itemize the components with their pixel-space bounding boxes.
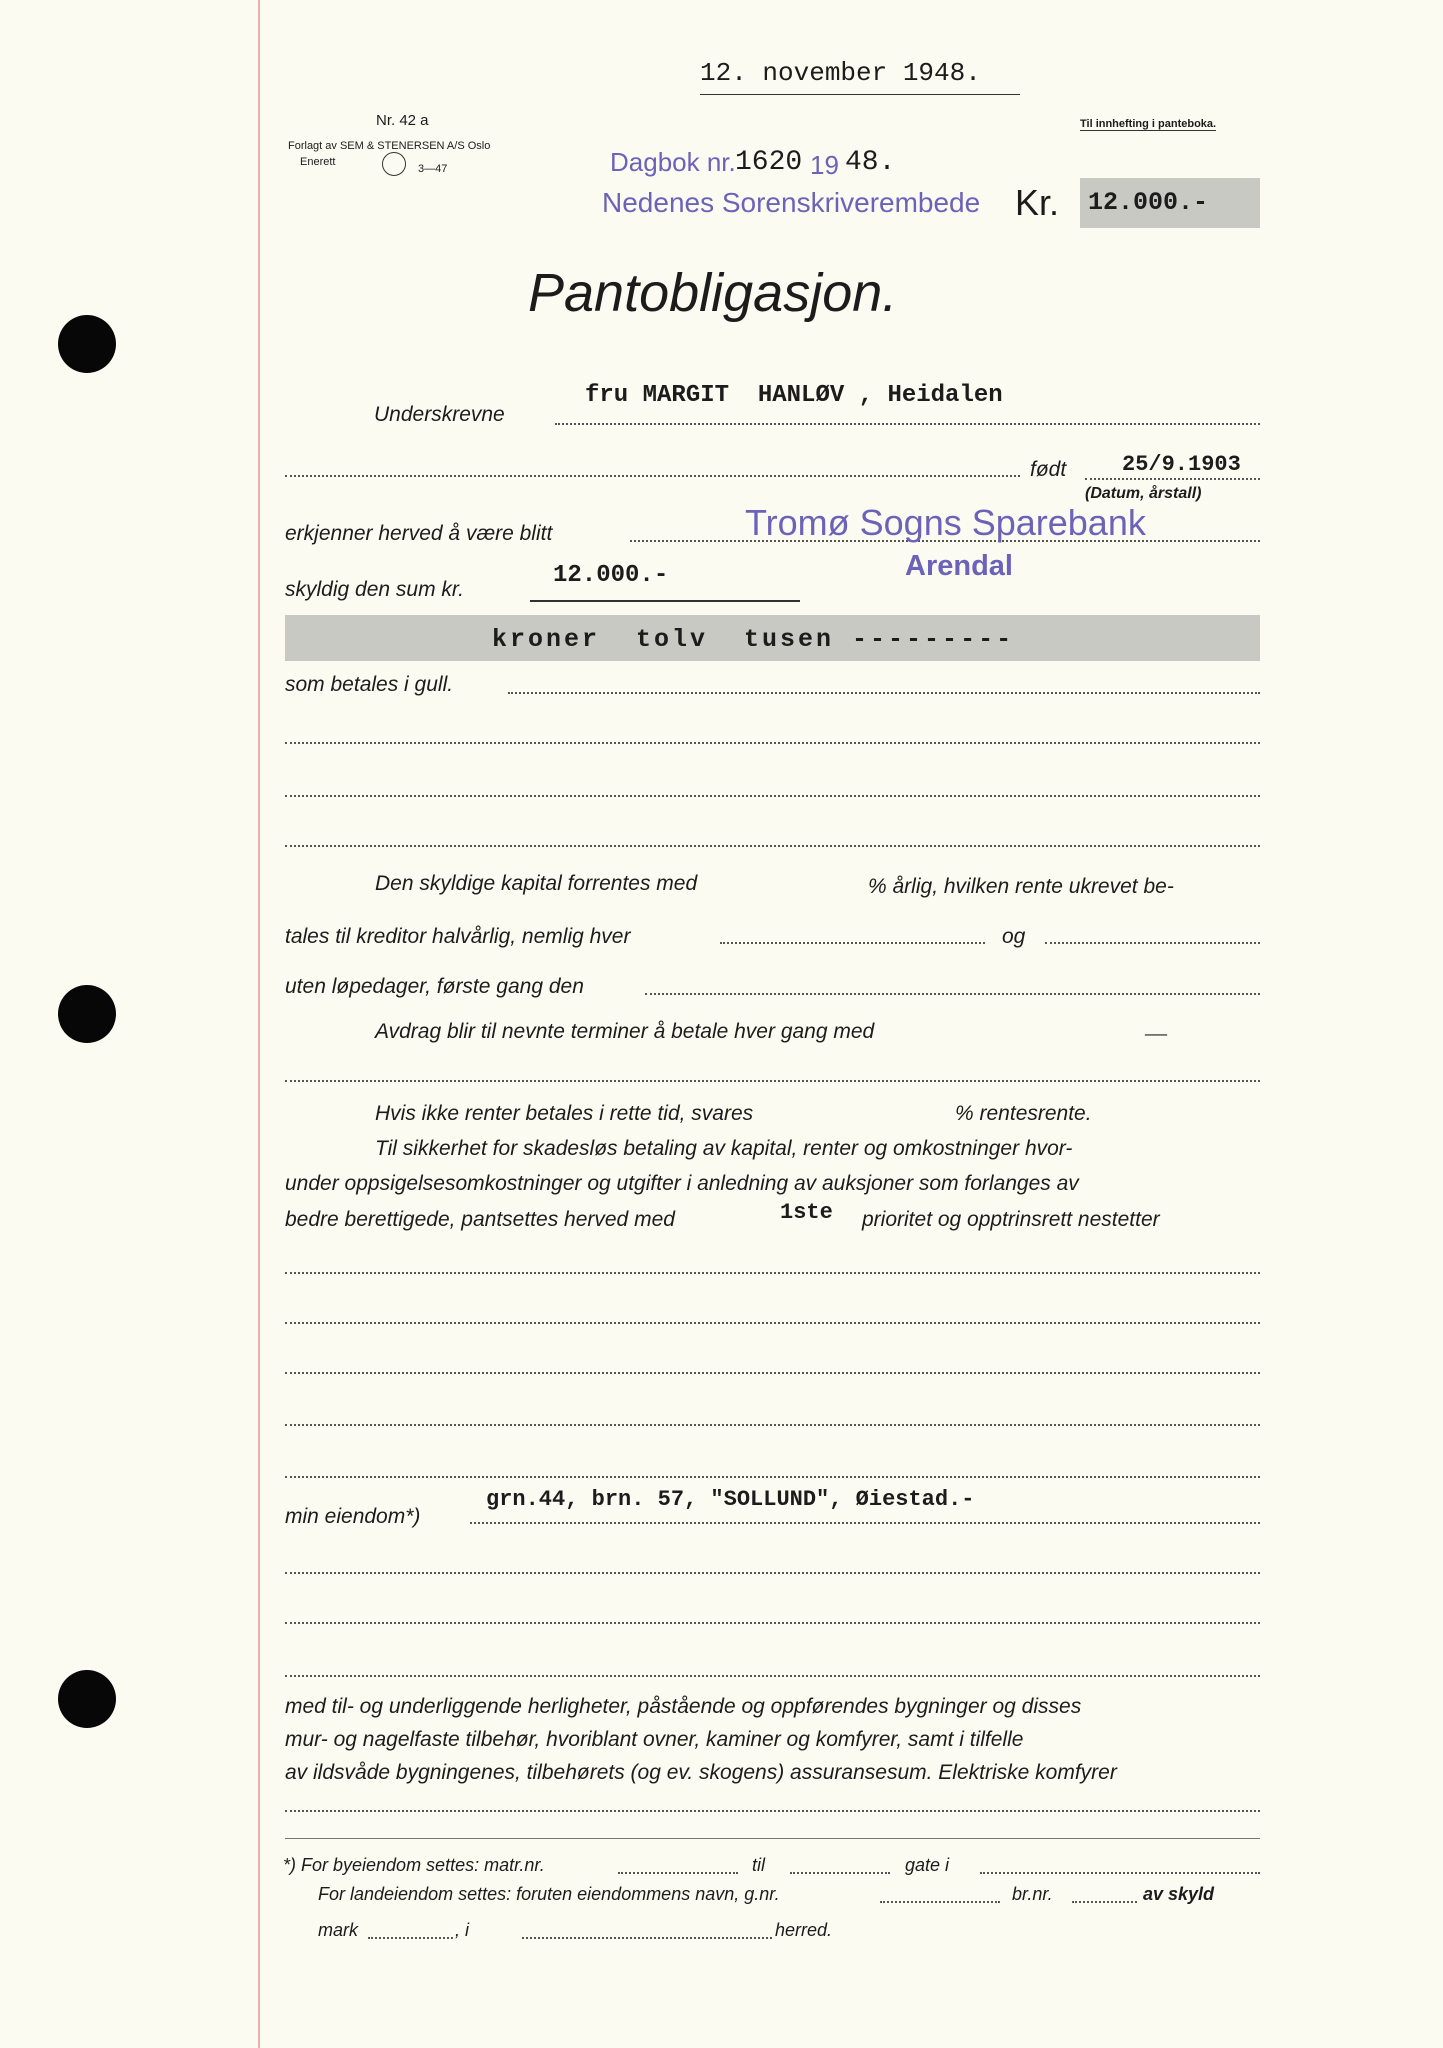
dotted-line: [285, 1675, 1260, 1677]
dotted-line: [980, 1872, 1260, 1874]
dotted-line: [285, 1372, 1260, 1374]
dotted-line: [555, 423, 1260, 425]
journal-label: Dagbok nr.: [610, 147, 736, 177]
publisher-rights: Enerett: [300, 156, 336, 168]
interest-text: tales til kreditor halvårlig, nemlig hver: [285, 925, 631, 948]
footnote-text: For landeiendom settes: foruten eiendommens navn, g.nr.: [318, 1884, 780, 1904]
words-amount: kroner tolv tusen ---------: [492, 625, 1015, 654]
dotted-line: [285, 742, 1260, 744]
margin-rule: [258, 0, 260, 2048]
dotted-line: [285, 475, 1020, 477]
header-amount: 12.000.-: [1088, 188, 1209, 217]
appurtenances-text: mur- og nagelfaste tilbehør, hvoriblant ovner, kaminer og komfyrer, samt i tilfelle: [285, 1728, 1024, 1751]
late-interest-text: Hvis ikke renter betales i rette tid, svares: [375, 1102, 754, 1125]
creditor-place: Arendal: [905, 550, 1013, 582]
acknowledge-label: erkjenner herved å være blitt: [285, 522, 553, 545]
dotted-line: [285, 1476, 1260, 1478]
dotted-line: [285, 1572, 1260, 1574]
property-value: grn.44, brn. 57, "SOLLUND", Øiestad.-: [486, 1487, 975, 1512]
undersigned-label: Underskrevne: [374, 403, 505, 426]
footnote-text: av skyld: [1143, 1884, 1215, 1904]
debt-label: skyldig den sum kr.: [285, 578, 464, 601]
binding-note: Til innhefting i panteboka.: [1080, 118, 1217, 130]
interest-text: uten løpedager, første gang den: [285, 975, 584, 998]
security-text: prioritet og opptrinsrett nestetter: [862, 1208, 1160, 1231]
dotted-line: [1045, 942, 1260, 944]
dotted-line: [368, 1937, 453, 1939]
dotted-line: [285, 1810, 1260, 1812]
dotted-line: [285, 1272, 1260, 1274]
dotted-line: [1085, 478, 1260, 480]
dotted-line: [880, 1901, 1000, 1903]
footnote-text: br.nr.: [1012, 1884, 1053, 1904]
born-value: 25/9.1903: [1122, 452, 1241, 477]
installment-label: Avdrag blir til nevnte terminer å betale hver gang med: [375, 1020, 875, 1043]
footnote-text: til: [752, 1855, 765, 1875]
footnote-text: herred.: [775, 1920, 833, 1940]
journal-year: 48.: [845, 147, 896, 178]
priority-value: 1ste: [780, 1200, 833, 1225]
punch-hole: [58, 985, 116, 1043]
debt-underline: [530, 600, 800, 602]
property-label: min eiendom*): [285, 1505, 421, 1528]
journal-year-prefix: 19: [810, 150, 839, 180]
footnote-text: , i: [455, 1920, 470, 1940]
publisher-line: Forlagt av SEM & STENERSEN A/S Oslo: [288, 140, 491, 152]
form-number: Nr. 42 a: [376, 112, 429, 129]
footnote-text: gate i: [905, 1855, 950, 1875]
footnote-text: mark: [318, 1920, 358, 1940]
interest-text: Den skyldige kapital forrentes med: [375, 872, 698, 895]
security-text: bedre berettigede, pantsettes herved med: [285, 1208, 675, 1231]
security-text: under oppsigelsesomkostninger og utgifter i anledning av auksjoner som forlanges av: [285, 1172, 1079, 1195]
debt-value: 12.000.-: [553, 562, 669, 589]
dotted-line: [522, 1937, 772, 1939]
punch-hole: [58, 1670, 116, 1728]
date-underline: [700, 94, 1020, 95]
publisher-logo-icon: [382, 152, 406, 176]
document-date: 12. november 1948.: [700, 58, 981, 88]
appurtenances-text: med til- og underliggende herligheter, påstående og oppførendes bygninger og disses: [285, 1695, 1082, 1718]
dotted-line: [645, 993, 1260, 995]
dotted-line: [285, 1322, 1260, 1324]
dotted-line: [720, 942, 985, 944]
journal-number: 1620: [735, 147, 803, 178]
dotted-line: [470, 1522, 1260, 1524]
dotted-line: [285, 1080, 1260, 1082]
dotted-line: [790, 1872, 890, 1874]
security-text: Til sikkerhet for skadesløs betaling av kapital, renter og omkostninger hvor-: [375, 1137, 1073, 1160]
dotted-line: [285, 795, 1260, 797]
amount-label: Kr.: [1015, 182, 1060, 223]
footnote-text: *) For byeiendom settes: matr.nr.: [283, 1855, 545, 1875]
dotted-line: [508, 692, 1260, 694]
installment-value: —: [1145, 1020, 1167, 1045]
born-label: født: [1030, 458, 1067, 481]
dotted-line: [285, 845, 1260, 847]
gold-label: som betales i gull.: [285, 673, 454, 696]
dotted-line: [285, 1622, 1260, 1624]
late-interest-text: % rentesrente.: [955, 1102, 1092, 1125]
punch-hole: [58, 315, 116, 373]
born-hint: (Datum, årstall): [1085, 485, 1202, 502]
undersigned-value: fru MARGIT HANLØV , Heidalen: [585, 382, 1003, 409]
interest-text: % årlig, hvilken rente ukrevet be-: [868, 875, 1174, 898]
creditor-stamp: Tromø Sogns Sparebank: [745, 502, 1146, 543]
publisher-year: 3—47: [418, 163, 448, 175]
interest-text: og: [1002, 925, 1026, 948]
office-stamp: Nedenes Sorenskriverembede: [602, 187, 981, 218]
document-title: Pantobligasjon.: [528, 263, 898, 323]
dotted-line: [618, 1872, 738, 1874]
dotted-line: [1072, 1901, 1137, 1903]
dotted-line: [285, 1424, 1260, 1426]
footnote-rule: [285, 1838, 1260, 1839]
appurtenances-text: av ildsvåde bygningenes, tilbehørets (og ev. skogens) assuransesum. Elektriske komfyrer: [285, 1761, 1117, 1784]
